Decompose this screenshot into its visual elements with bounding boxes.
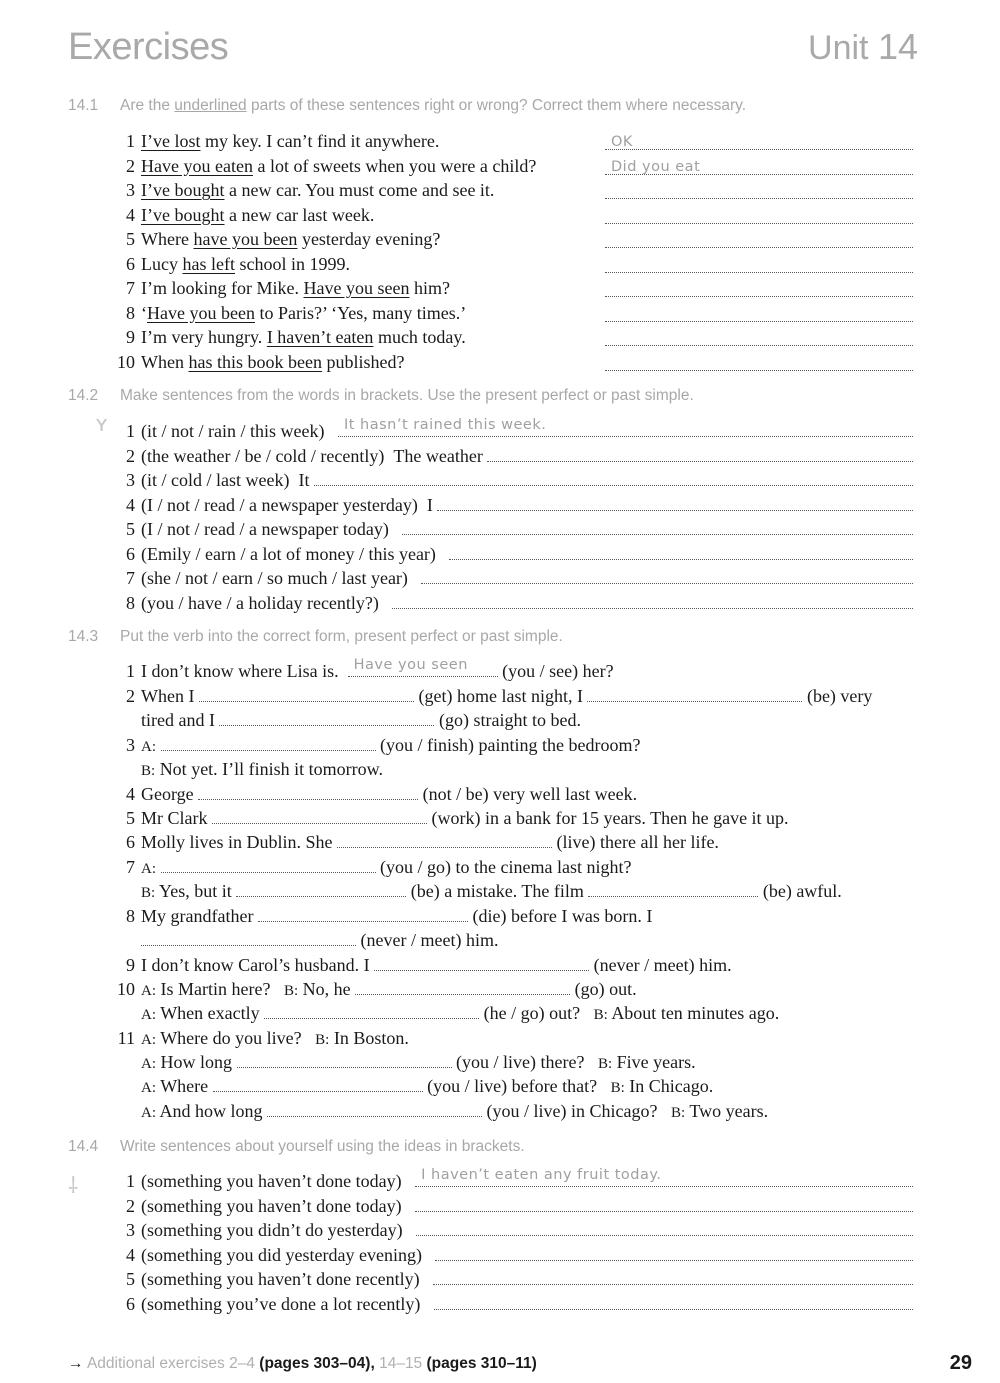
item-text: (never / meet) him. xyxy=(593,955,732,975)
item-text: (be) a mistake. The film xyxy=(410,881,584,901)
speaker-a: A: xyxy=(141,1032,156,1048)
answer-blank[interactable] xyxy=(338,417,913,437)
ex3-item-5 xyxy=(113,806,789,830)
item-number: 1 xyxy=(126,421,135,441)
answer-blank[interactable] xyxy=(605,133,913,150)
item-text: a new car. You must come and see it. xyxy=(224,180,495,200)
item-text: Where do you live? xyxy=(160,1028,302,1048)
item-text: (you / see) her? xyxy=(502,661,614,681)
ex1-item xyxy=(113,301,466,325)
item-number: 1 xyxy=(126,661,135,681)
item-number: 2 xyxy=(126,155,135,176)
answer-blank[interactable] xyxy=(258,905,468,922)
ex4-item xyxy=(113,1267,913,1291)
exercise-14-3-heading xyxy=(68,628,563,646)
item-text: Yes, but it xyxy=(159,881,232,901)
ex3-item-7-b xyxy=(141,879,842,905)
item-text: (die) before I was born. I xyxy=(472,906,653,926)
ex1-item xyxy=(113,129,439,153)
item-number: 1 xyxy=(126,1171,135,1191)
item-number: 4 xyxy=(126,494,135,515)
item-text: (live) there all her life. xyxy=(556,832,719,852)
handwritten-answer: It hasn’t rained this week. xyxy=(343,417,547,433)
item-text: Mr Clark xyxy=(141,808,208,828)
item-text: About ten minutes ago. xyxy=(611,1003,780,1023)
item-text: Not yet. I’ll finish it tomorrow. xyxy=(159,759,383,779)
answer-blank[interactable] xyxy=(161,856,376,873)
unit-number: 14 xyxy=(877,26,918,67)
footer-pages: (pages 303–04), xyxy=(259,1355,375,1372)
answer-blank[interactable] xyxy=(421,567,913,584)
answer-blank[interactable] xyxy=(415,1195,913,1212)
answer-blank[interactable] xyxy=(433,1268,913,1285)
item-text: When xyxy=(141,351,189,372)
underlined-phrase: I haven’t eaten xyxy=(266,327,374,347)
item-text: My grandfather xyxy=(141,906,254,926)
item-number: 8 xyxy=(126,906,135,926)
footer-link-exercises[interactable]: 14–15 xyxy=(379,1355,423,1372)
answer-blank[interactable] xyxy=(199,685,414,702)
ex2-item xyxy=(113,419,913,443)
ex4-item xyxy=(113,1243,913,1267)
ex4-item xyxy=(113,1292,913,1316)
speaker-b: B: xyxy=(315,1032,330,1048)
item-prompt: (something you haven’t done today) xyxy=(141,1195,402,1216)
exercise-number: 14.1 xyxy=(68,97,99,114)
ex2-item xyxy=(113,517,913,541)
answer-blank[interactable] xyxy=(437,494,913,511)
instruction-text: Write sentences about yourself using the ideas in brackets. xyxy=(120,1138,525,1155)
sentence-start: I xyxy=(426,494,433,515)
item-number: 10 xyxy=(117,979,135,999)
unit-word: Unit xyxy=(808,29,869,67)
speaker-a: A: xyxy=(141,983,156,999)
ex2-item xyxy=(113,566,913,590)
item-text: George xyxy=(141,784,194,804)
speaker-b: B: xyxy=(141,885,156,901)
item-number: 5 xyxy=(126,519,135,539)
item-prompt: (I / not / read / a newspaper yesterday) xyxy=(141,494,418,515)
answer-blank[interactable] xyxy=(587,685,802,702)
answer-blank[interactable] xyxy=(236,880,406,897)
ex1-item xyxy=(113,325,466,349)
ex3-item-8 xyxy=(113,904,652,928)
answer-blank[interactable] xyxy=(212,807,427,824)
answer-blank[interactable] xyxy=(605,256,913,273)
answer-blank[interactable] xyxy=(402,518,913,535)
item-number: 4 xyxy=(126,1244,135,1265)
item-number: 3 xyxy=(126,735,135,755)
speaker-b: B: xyxy=(283,983,299,999)
item-number: 7 xyxy=(126,278,135,298)
item-text: school in 1999. xyxy=(234,253,350,274)
item-prompt: (it / cold / last week) xyxy=(141,470,290,490)
item-text: (be) awful. xyxy=(762,881,842,901)
answer-blank[interactable] xyxy=(605,182,913,199)
item-number: 7 xyxy=(126,568,135,588)
sentence-start: The weather xyxy=(393,445,483,466)
handwritten-answer: I haven’t eaten any fruit today. xyxy=(421,1167,662,1183)
item-number: 6 xyxy=(126,253,135,274)
answer-blank[interactable] xyxy=(337,831,552,848)
item-prompt: (something you haven’t done today) xyxy=(141,1171,402,1191)
item-text: (go) straight to bed. xyxy=(438,710,581,730)
item-number: 8 xyxy=(126,592,135,613)
pencil-mark-icon: ⸸ xyxy=(68,1174,79,1199)
ex3-item-11-b xyxy=(141,1050,696,1076)
handwritten-answer: Did you eat xyxy=(611,158,701,175)
answer-blank[interactable] xyxy=(605,305,913,322)
answer-blank[interactable] xyxy=(487,445,913,462)
speaker-b: B: xyxy=(670,1105,686,1121)
item-number: 1 xyxy=(126,131,135,151)
ex3-item-8-cont xyxy=(141,928,498,952)
ex1-item xyxy=(113,178,494,202)
ex3-item-7 xyxy=(113,855,631,881)
item-prompt: (it / not / rain / this week) xyxy=(141,421,325,441)
ex1-item xyxy=(113,203,374,227)
exercise-number: 14.2 xyxy=(68,387,99,404)
item-text: Is Martin here? xyxy=(160,979,271,999)
item-number: 3 xyxy=(126,470,135,490)
footer-reference xyxy=(68,1355,537,1373)
item-prompt: (something you’ve done a lot recently) xyxy=(141,1293,421,1314)
item-prompt: (Emily / earn / a lot of money / this year) xyxy=(141,543,436,564)
sentence-start: It xyxy=(298,470,310,490)
ex4-item xyxy=(113,1169,913,1193)
ex2-item xyxy=(113,591,913,615)
item-text: (work) in a bank for 15 years. Then he gave it up. xyxy=(431,808,789,828)
item-number: 9 xyxy=(126,327,135,347)
item-text: (you / live) in Chicago? xyxy=(486,1101,658,1121)
item-prompt: (you / have / a holiday recently?) xyxy=(141,592,379,613)
item-text: (you / live) there? xyxy=(456,1052,585,1072)
speaker-b: B: xyxy=(141,763,156,779)
answer-blank[interactable] xyxy=(348,657,498,677)
item-text: No, he xyxy=(302,979,351,999)
item-number: 3 xyxy=(126,180,135,200)
page-number: 29 xyxy=(949,1352,972,1374)
item-text: Five years. xyxy=(616,1052,696,1072)
underlined-phrase: I’ve bought xyxy=(141,180,225,200)
answer-blank[interactable] xyxy=(605,231,913,248)
pencil-tick-mark-icon: ʏ xyxy=(95,412,109,437)
item-number: 8 xyxy=(126,302,135,323)
item-prompt: (I / not / read / a newspaper today) xyxy=(141,519,389,539)
answer-blank[interactable] xyxy=(141,929,356,946)
item-text: published? xyxy=(321,351,405,372)
answer-blank[interactable] xyxy=(267,1100,482,1117)
ex4-item xyxy=(113,1218,913,1242)
answer-blank[interactable] xyxy=(237,1051,452,1068)
item-text: a new car last week. xyxy=(224,204,375,225)
answer-blank[interactable] xyxy=(605,207,913,224)
underlined-phrase: Have you seen xyxy=(303,278,410,298)
speaker-a: A: xyxy=(141,739,156,755)
speaker-b: B: xyxy=(597,1056,613,1072)
speaker-b: B: xyxy=(593,1007,608,1023)
item-prompt: (something you haven’t done recently) xyxy=(141,1269,420,1289)
ex3-item-11-d xyxy=(141,1099,768,1125)
item-prompt: (something you did yesterday evening) xyxy=(141,1244,422,1265)
ex3-item-1 xyxy=(113,659,614,683)
answer-blank[interactable] xyxy=(605,329,913,346)
item-number: 2 xyxy=(126,1195,135,1216)
underlined-phrase: Have you eaten xyxy=(141,155,253,176)
underlined-phrase: has this book been xyxy=(188,351,322,372)
page-title: Exercises xyxy=(68,26,229,68)
item-text: I’m very hungry. xyxy=(141,327,267,347)
item-text: In Boston. xyxy=(333,1028,409,1048)
speaker-a: A: xyxy=(141,1056,156,1072)
exercise-14-1-heading xyxy=(68,97,746,115)
item-prompt: (the weather / be / cold / recently) xyxy=(141,445,385,466)
ex3-item-2 xyxy=(113,684,872,708)
ex3-item-10 xyxy=(113,977,637,1003)
exercise-14-2-heading xyxy=(68,387,694,405)
answer-blank[interactable] xyxy=(219,709,434,726)
item-text: tired and I xyxy=(141,710,215,730)
item-text: Molly lives in Dublin. She xyxy=(141,832,333,852)
item-text: (not / be) very well last week. xyxy=(422,784,638,804)
footer-pages: (pages 310–11) xyxy=(426,1355,537,1372)
answer-blank[interactable] xyxy=(264,1002,479,1019)
instruction-text: Are the xyxy=(120,97,175,114)
exercise-14-4-heading xyxy=(68,1138,525,1156)
answer-blank[interactable] xyxy=(415,1167,913,1187)
item-text: ‘ xyxy=(141,302,147,323)
handwritten-answer: OK xyxy=(611,134,633,150)
answer-blank[interactable] xyxy=(161,734,376,751)
item-prompt: (something you didn’t do yesterday) xyxy=(141,1220,403,1240)
item-prompt: (she / not / earn / so much / last year) xyxy=(141,568,408,588)
ex3-item-9 xyxy=(113,953,732,977)
item-number: 3 xyxy=(126,1220,135,1240)
instruction-text: Make sentences from the words in brackets. Use the present perfect or past simple. xyxy=(120,387,694,404)
item-text: (go) out. xyxy=(574,979,637,999)
speaker-a: A: xyxy=(141,861,156,877)
answer-blank[interactable] xyxy=(392,592,913,609)
ex1-item xyxy=(113,227,440,251)
item-number: 5 xyxy=(126,808,135,828)
footer-link-additional-exercises[interactable]: Additional exercises 2–4 xyxy=(86,1355,255,1372)
item-text: (get) home last night, I xyxy=(418,686,583,706)
item-text: In Chicago. xyxy=(629,1076,714,1096)
speaker-b: B: xyxy=(610,1080,625,1096)
speaker-a: A: xyxy=(141,1105,156,1121)
item-number: 6 xyxy=(126,832,135,852)
underlined-phrase: has left xyxy=(182,253,235,274)
ex3-item-10-b xyxy=(141,1001,779,1027)
answer-blank[interactable] xyxy=(355,978,570,995)
underlined-phrase: I’ve lost xyxy=(141,131,201,151)
answer-blank[interactable] xyxy=(449,543,913,560)
item-text: (never / meet) him. xyxy=(360,930,499,950)
exercise-number: 14.4 xyxy=(68,1138,99,1155)
item-text: I don’t know Carol’s husband. I xyxy=(141,955,370,975)
ex4-item xyxy=(113,1194,913,1218)
speaker-a: A: xyxy=(141,1007,156,1023)
item-text: Where xyxy=(141,229,194,249)
item-number: 9 xyxy=(126,955,135,975)
item-text: How long xyxy=(160,1052,232,1072)
item-text: (you / live) before that? xyxy=(427,1076,598,1096)
answer-blank[interactable] xyxy=(434,1293,913,1310)
answer-blank[interactable] xyxy=(605,280,913,297)
instruction-text: Put the verb into the correct form, present perfect or past simple. xyxy=(120,628,563,645)
answer-blank[interactable] xyxy=(588,880,758,897)
ex2-item xyxy=(113,542,913,566)
item-number: 6 xyxy=(126,1293,135,1314)
answer-blank[interactable] xyxy=(314,469,913,486)
item-text: I don’t know where Lisa is. xyxy=(141,661,339,681)
item-number: 5 xyxy=(126,1269,135,1289)
ex1-item xyxy=(113,252,350,276)
item-number: 4 xyxy=(126,784,135,804)
ex2-item xyxy=(113,493,913,517)
item-text: much today. xyxy=(373,327,466,347)
handwritten-answer: Have you seen xyxy=(353,657,468,673)
underlined-phrase: Have you been xyxy=(147,302,255,323)
item-number: 6 xyxy=(126,543,135,564)
ex2-item xyxy=(113,468,913,492)
answer-blank[interactable] xyxy=(605,354,913,371)
ex1-item xyxy=(113,154,536,178)
item-text: I’m looking for Mike. xyxy=(141,278,304,298)
item-number: 2 xyxy=(126,686,135,706)
item-text: (you / finish) painting the bedroom? xyxy=(380,735,641,755)
ex3-item-2-cont xyxy=(141,708,581,732)
item-number: 4 xyxy=(126,204,135,225)
item-number: 2 xyxy=(126,445,135,466)
item-text: my key. I can’t find it anywhere. xyxy=(200,131,440,151)
speaker-a: A: xyxy=(141,1080,156,1096)
arrow-right-icon: → xyxy=(68,1355,84,1372)
item-text: Lucy xyxy=(141,253,183,274)
ex2-item xyxy=(113,444,913,468)
ex1-item xyxy=(113,350,404,374)
unit-label xyxy=(808,26,918,68)
ex3-item-3 xyxy=(113,733,640,759)
answer-blank[interactable] xyxy=(198,783,418,800)
item-number: 10 xyxy=(117,351,135,372)
answer-blank[interactable] xyxy=(435,1244,913,1261)
item-text: him? xyxy=(409,278,450,298)
instruction-underlined: underlined xyxy=(174,97,247,114)
underlined-phrase: have you been xyxy=(193,229,298,249)
ex1-item xyxy=(113,276,450,300)
item-text: (be) very xyxy=(806,686,873,706)
ex3-item-4 xyxy=(113,782,637,806)
answer-blank[interactable] xyxy=(213,1075,423,1092)
ex3-item-11 xyxy=(113,1026,409,1052)
item-number: 5 xyxy=(126,229,135,249)
item-text: (he / go) out? xyxy=(483,1003,581,1023)
item-text: (you / go) to the cinema last night? xyxy=(380,857,632,877)
item-text: a lot of sweets when you were a child? xyxy=(252,155,537,176)
underlined-phrase: I’ve bought xyxy=(141,204,225,225)
item-text: yesterday evening? xyxy=(297,229,441,249)
item-text: Where xyxy=(160,1076,209,1096)
item-number: 7 xyxy=(126,857,135,877)
answer-blank[interactable] xyxy=(605,158,913,175)
answer-blank[interactable] xyxy=(416,1219,913,1236)
ex3-item-11-c xyxy=(141,1074,713,1100)
ex3-item-3-b xyxy=(141,757,383,783)
item-text: When exactly xyxy=(160,1003,260,1023)
item-number: 11 xyxy=(117,1028,135,1048)
item-text: Two years. xyxy=(689,1101,769,1121)
ex3-item-6 xyxy=(113,830,719,854)
instruction-text: parts of these sentences right or wrong? Correct them where necessary. xyxy=(246,97,747,114)
item-text: When I xyxy=(141,686,195,706)
answer-blank[interactable] xyxy=(374,954,589,971)
item-text: And how long xyxy=(159,1101,263,1121)
item-text: to Paris?’ ‘Yes, many times.’ xyxy=(254,302,467,323)
exercise-number: 14.3 xyxy=(68,628,99,645)
